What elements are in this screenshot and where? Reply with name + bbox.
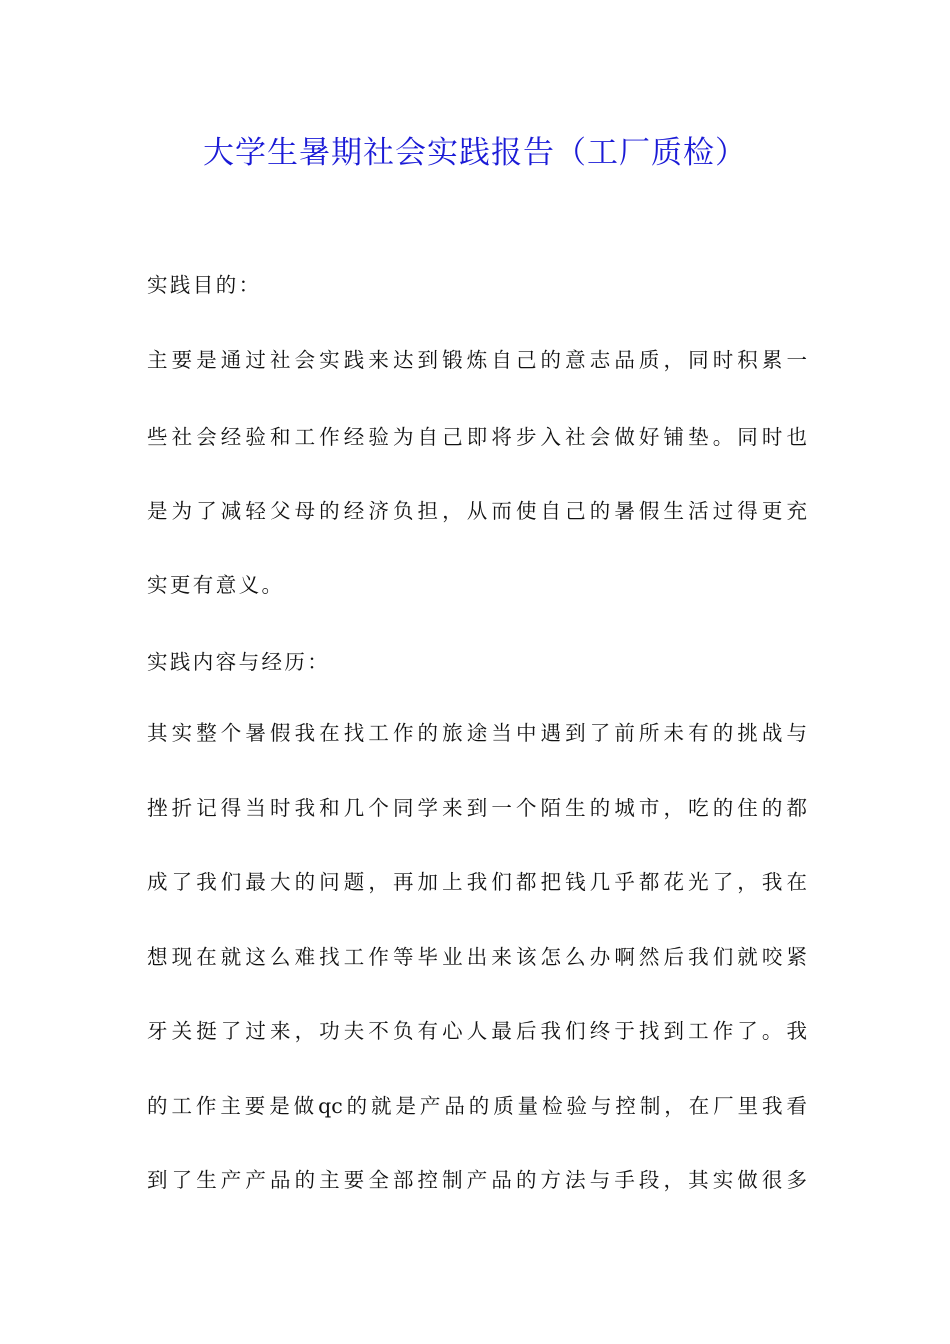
paragraph-line: 成了我们最大的问题，再加上我们都把钱几乎都花光了，我在	[147, 870, 807, 894]
paragraph-line: 到了生产产品的主要全部控制产品的方法与手段，其实做很多	[147, 1168, 807, 1192]
paragraph-line: 其实整个暑假我在找工作的旅途当中遇到了前所未有的挑战与	[147, 721, 807, 745]
paragraph-line: 主要是通过社会实践来达到锻炼自己的意志品质，同时积累一	[147, 348, 807, 372]
section-heading-content: 实践内容与经历：	[147, 650, 331, 674]
paragraph-line: 的工作主要是做qc的就是产品的质量检验与控制，在厂里我看	[147, 1094, 807, 1118]
section-heading-purpose: 实践目的：	[147, 273, 262, 297]
paragraph-line: 想现在就这么难找工作等毕业出来该怎么办啊然后我们就咬紧	[147, 945, 807, 969]
document-title: 大学生暑期社会实践报告（工厂质检）	[203, 135, 747, 171]
paragraph-line: 挫折记得当时我和几个同学来到一个陌生的城市，吃的住的都	[147, 796, 807, 820]
paragraph-line: 牙关挺了过来，功夫不负有心人最后我们终于找到工作了。我	[147, 1019, 807, 1043]
paragraph-line: 实更有意义。	[147, 573, 285, 597]
paragraph-line: 些社会经验和工作经验为自己即将步入社会做好铺垫。同时也	[147, 425, 807, 449]
paragraph-line: 是为了减轻父母的经济负担，从而使自己的暑假生活过得更充	[147, 499, 807, 523]
